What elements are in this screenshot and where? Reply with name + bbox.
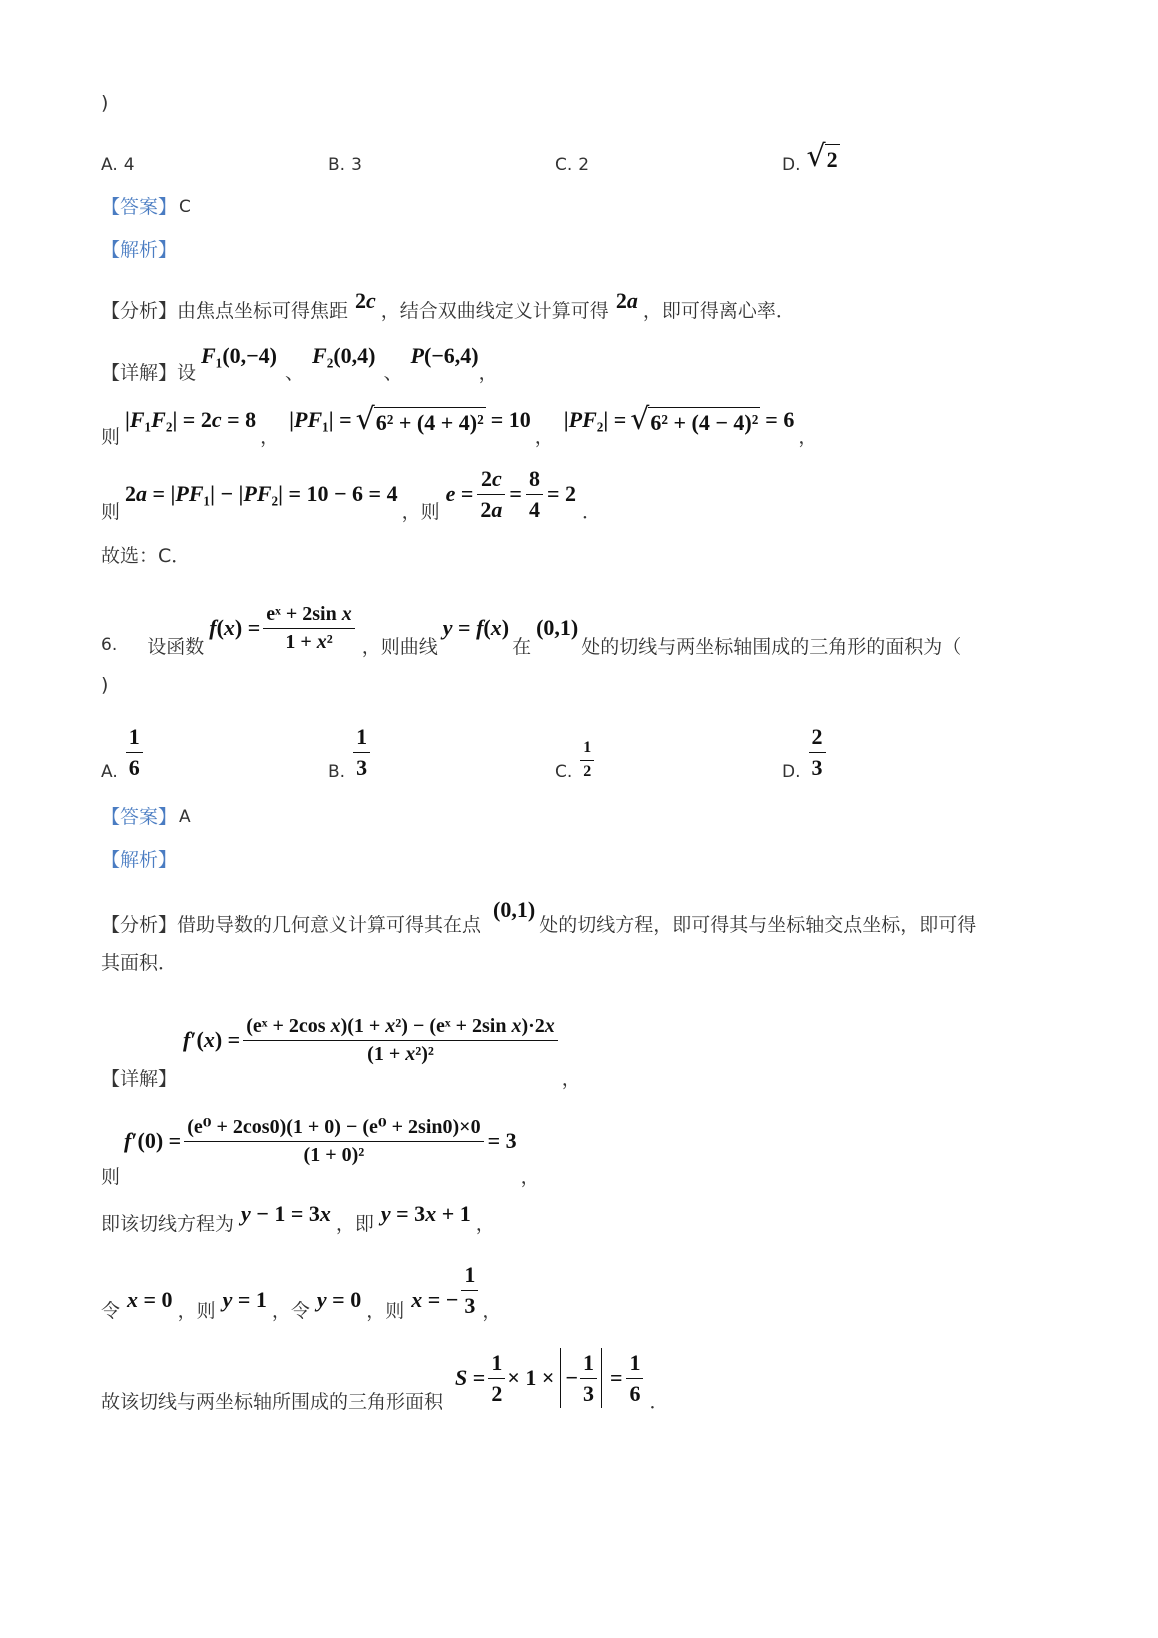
eccentricity-text: 则	[101, 500, 121, 523]
fraction	[126, 724, 143, 780]
fraction	[580, 739, 594, 781]
math-variable: P	[243, 481, 257, 507]
math-area-lhs: S =	[455, 1365, 486, 1391]
q6-option-c	[555, 722, 594, 782]
analysis-tag: 【分析】	[101, 299, 178, 322]
denominator: 4	[528, 496, 540, 522]
math-variable: a	[626, 288, 638, 314]
analysis-text: 处的切线方程，即可得其与坐标轴交点坐标，即可得	[539, 913, 977, 936]
q6-intercepts-line	[101, 1262, 502, 1330]
q5-options	[101, 139, 1001, 177]
fraction	[184, 1116, 483, 1167]
answer-tag: 【答案】	[101, 806, 178, 828]
sqrt-expression	[355, 402, 486, 437]
fraction	[263, 603, 354, 654]
math-variable: x	[127, 1287, 139, 1313]
tangent-text: 即该切线方程为	[101, 1212, 235, 1235]
absolute-value	[560, 1348, 602, 1408]
q6-option-b	[328, 722, 370, 782]
separator: ，	[478, 361, 498, 384]
math-variable: c	[492, 466, 502, 492]
numerator: (e⁰ + 2cos0)(1 + 0) − (e⁰ + 2sin0)×0	[184, 1116, 483, 1142]
numerator: 2	[809, 724, 826, 752]
option-letter: D.	[782, 762, 801, 782]
q6-area-line	[101, 1348, 669, 1413]
math-variable: e	[445, 481, 456, 507]
math-variable: c	[211, 407, 222, 433]
math-variable: x	[544, 1014, 555, 1037]
denominator: 2a	[480, 496, 503, 522]
math-pf1-lhs: |PF₁| =	[289, 407, 352, 433]
numerator: 8	[526, 466, 543, 494]
analysis-tag: 【分析】	[101, 913, 178, 936]
radical-sign: √	[355, 402, 375, 437]
option-letter: C.	[555, 762, 573, 782]
math-x-intercept: x = −	[411, 1287, 459, 1313]
q6-options	[101, 722, 1001, 782]
q5-solution-tag-line	[101, 238, 177, 262]
option-letter: B.	[328, 762, 346, 782]
q5-option-a	[101, 153, 135, 177]
math-variable: f	[124, 1128, 132, 1154]
math-variable: P	[568, 407, 583, 433]
denominator: 6	[629, 1380, 641, 1406]
math-pf2-lhs: |PF₂| =	[563, 407, 627, 433]
denominator: 2	[491, 1380, 503, 1406]
math-real-axis: 2a	[615, 288, 638, 314]
radicand: 6² + (4 + 4)²	[374, 407, 486, 435]
q5-option-c	[555, 153, 589, 177]
answer-tag: 【答案】	[101, 196, 178, 218]
detail-text: 设	[177, 361, 197, 384]
math-variable: f	[209, 615, 217, 641]
numerator: 1	[626, 1350, 643, 1378]
math-variable: S	[455, 1365, 468, 1391]
math-variable: F	[129, 407, 145, 433]
option-value: 3	[351, 155, 362, 175]
intercepts-text: ，则	[366, 1299, 405, 1322]
fraction	[243, 1015, 558, 1066]
q6-tangent-line	[101, 1184, 495, 1244]
q6-answer-line	[101, 805, 191, 829]
fraction	[488, 1350, 505, 1406]
answer-value: A	[179, 807, 191, 827]
math-variable: F	[312, 343, 327, 369]
stem-text: 在	[512, 635, 532, 658]
math-derivative-lhs: f′(x) =	[183, 1027, 241, 1053]
math-variable: x	[203, 1027, 215, 1053]
q6-solution-tag-line	[101, 848, 177, 872]
q6-slope-line	[101, 1111, 540, 1188]
q5-distances-line	[101, 390, 817, 450]
denominator: 3	[356, 754, 368, 780]
distances-text: 则	[101, 425, 121, 448]
separator: ，	[798, 425, 818, 448]
numerator: 1	[580, 1350, 597, 1378]
intercepts-text: ，则	[177, 1299, 216, 1322]
math-variable: x	[511, 1014, 522, 1037]
math-slope-result: = 3	[487, 1128, 517, 1154]
option-value: 2	[578, 155, 590, 175]
math-product: × 1 ×	[507, 1365, 555, 1391]
math-variable: c	[366, 288, 376, 314]
q6-analysis-line	[101, 880, 976, 940]
q5-answer-line	[101, 195, 191, 219]
math-variable: x	[341, 602, 352, 625]
analysis-text: 由焦点坐标可得焦距	[177, 299, 349, 322]
math-y-one: y = 1	[222, 1287, 267, 1313]
separator: ，	[520, 1165, 540, 1188]
answer-value: C	[179, 197, 191, 217]
stem-text: 设函数	[147, 635, 205, 658]
math-variable: y	[380, 1201, 391, 1227]
q5-option-b	[328, 153, 362, 177]
math-f1f2-distance: |F₁F₂| = 2c = 8	[125, 407, 257, 433]
math-point: (0,1)	[536, 615, 579, 641]
math-variable: x	[490, 615, 502, 641]
fraction	[580, 1350, 597, 1406]
math-variable: F	[188, 481, 204, 507]
q6-option-d	[782, 722, 826, 782]
denominator: 6	[128, 754, 140, 780]
fraction	[461, 1262, 478, 1318]
analysis-text: ，结合双曲线定义计算可得	[380, 299, 609, 322]
math-x-zero: x = 0	[127, 1287, 173, 1313]
solution-tag: 【解析】	[101, 239, 178, 261]
intercepts-text: ，令	[271, 1299, 310, 1322]
math-variable: P	[175, 481, 189, 507]
radical-sign: √	[630, 402, 650, 437]
math-equals: =	[609, 1365, 623, 1391]
option-value: 4	[123, 155, 135, 175]
option-letter: B.	[328, 155, 346, 175]
question-number: 6.	[101, 635, 118, 655]
math-variable: y	[442, 615, 453, 641]
math-point: (0,1)	[493, 897, 536, 923]
math-e-result: = 2	[546, 481, 576, 507]
fraction	[626, 1350, 643, 1406]
math-variable: x	[319, 1201, 331, 1227]
closing-paren: )	[101, 92, 109, 114]
stem-text: ，则曲线	[361, 635, 438, 658]
separator: ，	[475, 1212, 495, 1235]
numerator: eˣ + 2sin x	[263, 603, 354, 629]
radicand: 2	[825, 144, 840, 172]
math-variable: x	[316, 630, 327, 653]
radicand: 6² + (4 − 4)²	[648, 407, 760, 435]
math-2a-computation: 2a = |PF₁| − |PF₂| = 10 − 6 = 4	[125, 481, 398, 507]
analysis-text: 其面积．	[101, 952, 178, 974]
q5-detail-line	[101, 326, 498, 386]
option-letter: A.	[101, 155, 118, 175]
numerator: 1	[353, 724, 370, 752]
math-variable: F	[256, 481, 272, 507]
denominator: (1 + 0)²	[303, 1143, 365, 1166]
math-variable: x	[425, 1201, 437, 1227]
math-variable: x	[330, 1014, 341, 1037]
math-variable: y	[316, 1287, 327, 1313]
slope-text: 则	[101, 1165, 121, 1188]
math-variable: y	[222, 1287, 233, 1313]
closing-paren: )	[101, 674, 109, 696]
math-variable: a	[136, 481, 148, 507]
math-variable: x	[385, 1014, 396, 1037]
option-letter: D.	[782, 155, 801, 175]
math-variable: x	[405, 1042, 416, 1065]
math-slope-lhs: f′(0) =	[124, 1128, 182, 1154]
fraction	[477, 466, 505, 522]
math-variable: a	[491, 496, 503, 522]
math-tangent-equation: y − 1 = 3x	[241, 1201, 331, 1227]
q6-analysis-continuation	[101, 951, 177, 975]
math-variable: f	[183, 1027, 191, 1053]
math-equals: =	[509, 481, 522, 507]
math-variable: F	[201, 343, 216, 369]
minus-sign: −	[565, 1365, 578, 1391]
math-variable: x	[223, 615, 235, 641]
math-variable: y	[241, 1201, 251, 1227]
option-letter: A.	[101, 762, 118, 782]
math-y-zero: y = 0	[316, 1287, 362, 1313]
denominator: (1 + x²)²	[367, 1042, 434, 1065]
q5-option-d	[782, 139, 840, 177]
math-variable: f	[476, 615, 484, 641]
q6-option-a	[101, 722, 143, 782]
math-focal-distance: 2c	[355, 288, 376, 314]
separator: ，	[561, 1067, 581, 1090]
stem-text: 处的切线与两坐标轴围成的三角形的面积为（	[581, 635, 962, 658]
choice-text: 故选：C．	[101, 545, 191, 567]
math-pf2-rhs: = 6	[765, 407, 795, 433]
detail-tag: 【详解】	[101, 1067, 178, 1090]
solution-tag: 【解析】	[101, 849, 178, 871]
separator: ，	[534, 425, 554, 448]
q5-analysis-line	[101, 271, 795, 331]
q5-eccentricity-line	[101, 464, 601, 524]
math-variable: F	[307, 407, 323, 433]
denominator: 1 + x²	[285, 630, 333, 653]
separator: 、	[383, 361, 403, 384]
q6-closing-paren-line	[101, 673, 108, 697]
intercepts-text: 令	[101, 1299, 121, 1322]
math-curve: y = f(x)	[442, 615, 510, 641]
analysis-text: 借助导数的几何意义计算可得其在点	[177, 913, 482, 936]
q5-closing-paren-line	[101, 91, 108, 115]
q5-choice-line	[101, 544, 190, 568]
math-variable: F	[151, 407, 166, 433]
math-variable: x	[411, 1287, 423, 1313]
q6-derivative-line	[101, 1010, 581, 1090]
numerator: (eˣ + 2cos x)(1 + x²) − (eˣ + 2sin x)·2x	[243, 1015, 558, 1041]
fraction	[526, 466, 543, 522]
math-variable: P	[294, 407, 308, 433]
analysis-text: ，即可得离心率．	[642, 299, 795, 322]
numerator: 1	[126, 724, 143, 752]
fraction	[353, 724, 370, 780]
numerator: 1	[461, 1262, 478, 1290]
numerator: 1	[580, 739, 594, 760]
period: ．	[649, 1390, 669, 1413]
fraction	[809, 724, 826, 780]
sqrt-expression	[630, 402, 760, 437]
denominator: 3	[464, 1292, 476, 1318]
q6-stem-line	[101, 598, 961, 658]
math-e-lhs: e =	[445, 481, 474, 507]
area-text: 故该切线与两坐标轴所围成的三角形面积	[101, 1390, 444, 1413]
detail-tag: 【详解】	[101, 361, 178, 384]
numerator: 1	[488, 1350, 505, 1378]
math-focus-f2: F₂(0,4)	[312, 343, 376, 369]
math-variable: F	[582, 407, 597, 433]
period: ．	[582, 500, 602, 523]
option-letter: C.	[555, 155, 573, 175]
denominator: 3	[811, 754, 823, 780]
separator: ，	[260, 425, 280, 448]
math-f-lhs: f(x) =	[209, 615, 261, 641]
denominator: 2	[583, 762, 592, 780]
numerator: 2c	[477, 466, 505, 494]
radical-sign: √	[806, 139, 826, 174]
math-point-p: P(−6,4)	[410, 343, 479, 369]
math-variable: P	[410, 343, 424, 369]
tangent-text: ，即	[335, 1212, 374, 1235]
denominator: 3	[582, 1380, 594, 1406]
math-focus-f1: F₁(0,−4)	[201, 343, 278, 369]
separator: ，	[482, 1299, 502, 1322]
math-tangent-slope-form: y = 3x + 1	[380, 1201, 471, 1227]
sqrt-expression	[806, 139, 840, 174]
separator: 、	[285, 361, 305, 384]
eccentricity-text: ，则	[401, 500, 440, 523]
math-pf1-rhs: = 10	[490, 407, 531, 433]
